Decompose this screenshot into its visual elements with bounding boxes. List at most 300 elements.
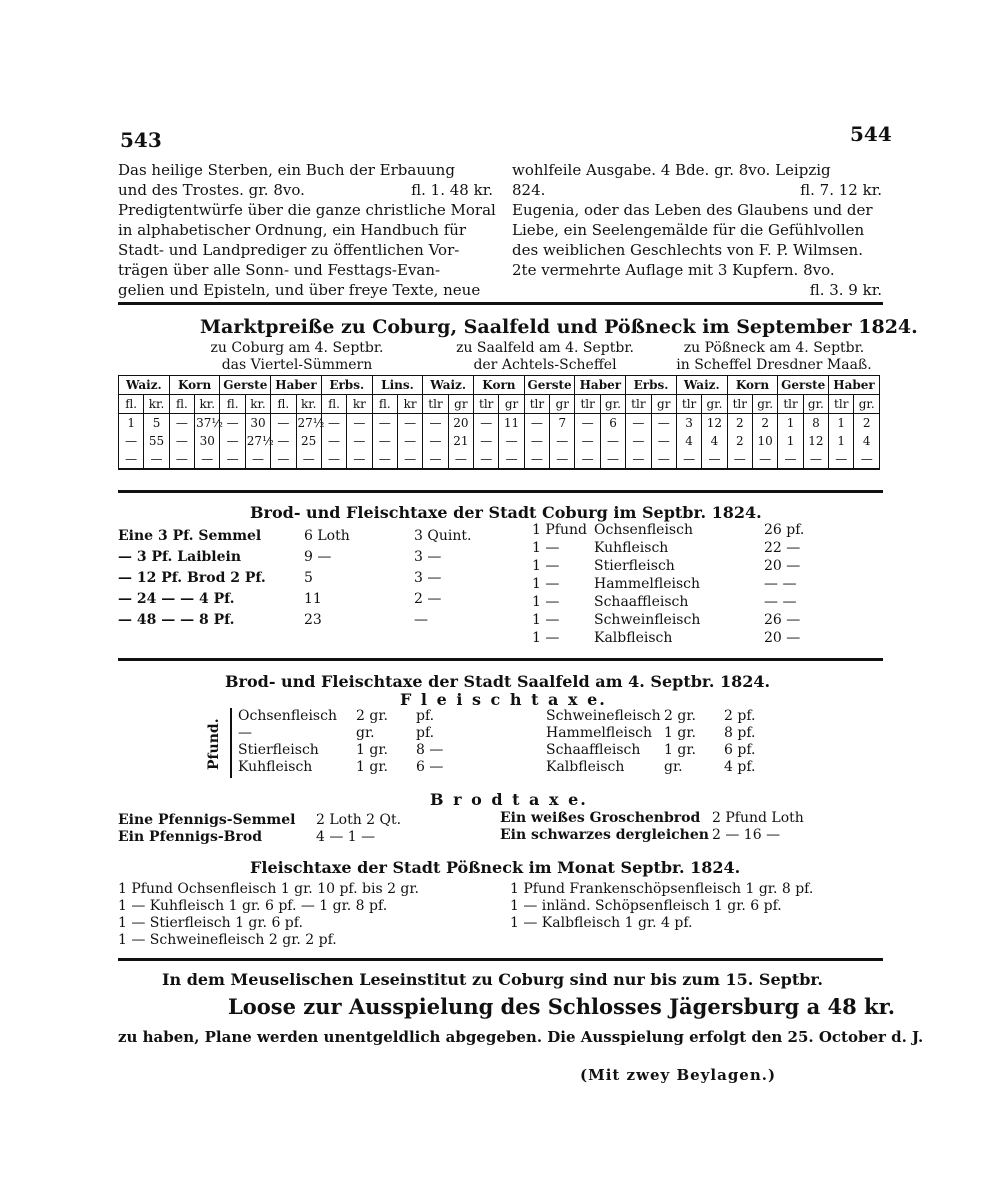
grain-header: Waiz. (676, 376, 727, 395)
price-cell: — (347, 432, 372, 450)
price-cell: — (575, 450, 600, 469)
grain-header: Haber (829, 376, 880, 395)
market-group-poessneck (668, 340, 880, 374)
bread-weight: 23 (304, 612, 322, 628)
meat-qty: 1 — (532, 540, 560, 556)
price-cell: — (524, 414, 549, 433)
price-cell: 30 (195, 432, 220, 450)
price-cell: — (195, 450, 220, 469)
price-cell: — (474, 450, 499, 469)
coburg-meat-row (532, 522, 832, 540)
meat-pf: 8 pf. (724, 725, 756, 741)
price-cell: — (676, 450, 701, 469)
price-cell: 27½ (296, 414, 321, 433)
coburg-meat-row (532, 630, 832, 648)
book-price: fl. 1. 48 kr. (411, 181, 493, 199)
market-title: Marktpreiße zu Coburg, Saalfeld und Pößneck im September 1824. (200, 316, 918, 338)
price-cell: 1 (778, 414, 803, 433)
book-text: 824. (512, 181, 546, 199)
price-cell: 21 (448, 432, 473, 450)
poessneck-right-line: 1 Pfund Frankenschöpsenfleisch 1 gr. 8 pf. (510, 881, 814, 897)
unit-cell: gr (651, 395, 676, 414)
meat-gr: 1 gr. (356, 742, 388, 758)
price-cell: 2 (727, 432, 752, 450)
unit-cell: fl. (372, 395, 397, 414)
notice-line-1: In dem Meuselischen Leseinstitut zu Coburg sind nur bis zum 15. Septbr. (162, 970, 823, 989)
book-line (118, 260, 493, 280)
price-cell: — (397, 450, 422, 469)
price-cell: — (321, 432, 346, 450)
coburg-meat-row (532, 594, 832, 612)
grain-header: Gerste (220, 376, 271, 395)
book-line (512, 260, 882, 280)
poessneck-right (510, 880, 880, 931)
bread-quint: 3 — (414, 570, 442, 586)
price-cell: — (626, 450, 651, 469)
unit-cell: kr. (195, 395, 220, 414)
book-line (118, 220, 493, 240)
price-cell: 25 (296, 432, 321, 450)
price-cell: — (169, 450, 194, 469)
meat-price: — — (764, 594, 797, 610)
meat-pf: pf. (416, 708, 435, 724)
price-cell: 55 (144, 432, 169, 450)
unit-cell: tlr (575, 395, 600, 414)
unit-cell: tlr (727, 395, 752, 414)
meat-pf: pf. (416, 725, 435, 741)
price-cell: — (220, 450, 245, 469)
saalfeld-title: Brod- und Fleischtaxe der Stadt Saalfeld am 4. Septbr. 1824. (225, 672, 771, 691)
price-cell: — (600, 450, 625, 469)
coburg-bread-row (118, 570, 478, 591)
price-cell: — (854, 450, 880, 469)
price-cell: 1 (829, 414, 854, 433)
market-group-line: zu Saalfeld am 4. Septbr. (456, 340, 634, 356)
meat-item: Hammelfleisch (594, 576, 701, 592)
price-cell: — (245, 450, 270, 469)
meat-pf: 8 — (416, 742, 444, 758)
meat-item: Schweinefleisch (546, 708, 661, 724)
book-text: Stadt- und Landprediger zu öffentlichen Vor- (118, 241, 460, 259)
unit-cell: kr. (245, 395, 270, 414)
price-cell: — (550, 432, 575, 450)
book-line (118, 240, 493, 260)
poessneck-left-line: 1 — Schweinefleisch 2 gr. 2 pf. (118, 932, 337, 948)
unit-cell: gr. (803, 395, 828, 414)
coburg-bread-row (118, 528, 478, 549)
price-cell: — (474, 432, 499, 450)
saalfeld-bread-row (500, 810, 840, 827)
saalfeld-meat-row (546, 708, 806, 725)
coburg-meat-row (532, 540, 832, 558)
market-group-saalfeld (440, 340, 650, 374)
bread-value: 2 Loth 2 Qt. (316, 812, 402, 828)
price-cell: — (651, 432, 676, 450)
price-cell: — (651, 414, 676, 433)
book-text: wohlfeile Ausgabe. 4 Bde. gr. 8vo. Leipzig (512, 161, 831, 179)
price-cell: 12 (803, 432, 828, 450)
bread-item: Ein schwarzes dergleichen (500, 827, 709, 843)
saalfeld-meat-left (238, 708, 498, 776)
price-cell: — (397, 432, 422, 450)
market-group-line: in Scheffel Dresdner Maaß. (676, 357, 872, 373)
meat-item: Kuhfleisch (238, 759, 313, 775)
book-text: Liebe, ein Seelengemälde für die Gefühlvollen (512, 221, 865, 239)
notice-line-2: Loose zur Ausspielung des Schlosses Jägersburg a 48 kr. (228, 994, 896, 1019)
price-cell: — (321, 414, 346, 433)
grain-header: Waiz. (423, 376, 474, 395)
meat-item: — (238, 725, 252, 741)
price-cell: — (271, 432, 296, 450)
meat-price: 22 — (764, 540, 801, 556)
unit-cell: tlr (524, 395, 549, 414)
price-cell: — (575, 414, 600, 433)
grain-header: Korn (727, 376, 778, 395)
unit-cell: tlr (474, 395, 499, 414)
bread-item: Ein Pfennigs-Brod (118, 829, 262, 845)
price-cell: — (347, 414, 372, 433)
price-cell: — (423, 414, 448, 433)
meat-item: Schweinfleisch (594, 612, 701, 628)
market-group-line: der Achtels-Scheffel (473, 357, 617, 373)
page-number-right: 544 (850, 122, 892, 146)
meat-gr: 1 gr. (664, 725, 696, 741)
saalfeld-bread-row (118, 812, 448, 829)
unit-row (119, 395, 880, 414)
unit-cell: fl. (271, 395, 296, 414)
saalfeld-meat-row (238, 708, 498, 725)
unit-cell: kr (347, 395, 372, 414)
book-text: in alphabetischer Ordnung, ein Handbuch für (118, 221, 467, 239)
notice-line-3: zu haben, Plane werden unentgeldlich abgegeben. Die Ausspielung erfolgt den 25. October d. J. (118, 1028, 924, 1046)
meat-gr: 1 gr. (664, 742, 696, 758)
meat-item: Kalbfleisch (546, 759, 625, 775)
meat-item: Stierfleisch (594, 558, 675, 574)
bread-value: 2 Pfund Loth (712, 810, 804, 826)
bread-quint: — (414, 612, 428, 628)
market-group-line: zu Pößneck am 4. Septbr. (683, 340, 865, 356)
saalfeld-bread-row (500, 827, 840, 844)
saalfeld-meat-row (238, 725, 498, 742)
saalfeld-meat-row (238, 759, 498, 776)
book-text: gelien und Episteln, und über freye Texte, neue (118, 281, 481, 299)
price-cell: — (651, 450, 676, 469)
meat-pf: 6 pf. (724, 742, 756, 758)
coburg-bread-list (118, 528, 478, 633)
book-line (118, 280, 493, 300)
price-cell: — (372, 450, 397, 469)
saalfeld-bread-row (118, 829, 448, 846)
price-cell: — (321, 450, 346, 469)
divider (118, 958, 883, 961)
price-cell: — (144, 450, 169, 469)
market-group-coburg (182, 340, 412, 374)
price-cell: — (626, 414, 651, 433)
meat-item: Schaaffleisch (546, 742, 641, 758)
saalfeld-bread-right (500, 810, 840, 844)
unit-cell: fl. (321, 395, 346, 414)
price-cell: — (423, 450, 448, 469)
meat-item: Ochsenfleisch (238, 708, 337, 724)
book-text: des weiblichen Geschlechts von F. P. Wilmsen. (512, 241, 863, 259)
saalfeld-bread-title: B r o d t a x e. (430, 790, 588, 809)
price-cell: — (752, 450, 777, 469)
price-row (119, 414, 880, 433)
book-list-left (118, 160, 496, 300)
price-cell: — (448, 450, 473, 469)
saalfeld-meat-row (238, 742, 498, 759)
book-line (512, 200, 882, 220)
coburg-meat-row (532, 612, 832, 630)
book-text: und des Trostes. gr. 8vo. (118, 181, 305, 199)
bread-item: Eine 3 Pf. Semmel (118, 528, 262, 544)
saalfeld-meat-row (546, 759, 806, 776)
unit-cell: gr. (752, 395, 777, 414)
price-cell: — (524, 432, 549, 450)
bread-item: — 24 — — 4 Pf. (118, 591, 235, 607)
price-cell: 37½ (195, 414, 220, 433)
price-cell: — (550, 450, 575, 469)
price-cell: 12 (702, 414, 727, 433)
price-cell: — (626, 432, 651, 450)
book-line (512, 220, 882, 240)
book-price: fl. 7. 12 kr. (800, 181, 882, 199)
meat-pf: 4 pf. (724, 759, 756, 775)
market-group-line: das Viertel-Sümmern (221, 357, 373, 373)
brace (230, 708, 232, 778)
poessneck-left (118, 880, 498, 948)
unit-cell: tlr (626, 395, 651, 414)
price-row (119, 432, 880, 450)
market-price-table (118, 375, 880, 470)
price-cell: — (829, 450, 854, 469)
book-line (512, 180, 882, 200)
price-cell: — (372, 414, 397, 433)
meat-price: 26 pf. (764, 522, 805, 538)
meat-qty: 1 — (532, 594, 560, 610)
meat-gr: 1 gr. (356, 759, 388, 775)
coburg-meat-list (532, 522, 832, 648)
poessneck-title: Fleischtaxe der Stadt Pößneck im Monat Septbr. 1824. (250, 858, 741, 877)
pfund-label: Pfund. (206, 718, 222, 770)
saalfeld-meat-row (546, 725, 806, 742)
price-cell: 1 (119, 414, 144, 433)
grain-header-row (119, 376, 880, 395)
book-text: trägen über alle Sonn- und Festtags-Evan- (118, 261, 441, 279)
price-cell: — (575, 432, 600, 450)
price-cell: 5 (144, 414, 169, 433)
unit-cell: tlr (778, 395, 803, 414)
meat-qty: 1 — (532, 630, 560, 646)
unit-cell: gr (550, 395, 575, 414)
grain-header: Waiz. (119, 376, 170, 395)
meat-item: Kalbfleisch (594, 630, 673, 646)
price-row (119, 450, 880, 469)
bread-quint: 2 — (414, 591, 442, 607)
bread-item: — 3 Pf. Laiblein (118, 549, 242, 565)
grain-header: Korn (474, 376, 525, 395)
price-cell: — (347, 450, 372, 469)
poessneck-right-line: 1 — inländ. Schöpsenfleisch 1 gr. 6 pf. (510, 898, 782, 914)
price-cell: 11 (499, 414, 524, 433)
coburg-title: Brod- und Fleischtaxe der Stadt Coburg im Septbr. 1824. (250, 503, 762, 522)
price-cell: — (499, 450, 524, 469)
bread-item: Eine Pfennigs-Semmel (118, 812, 296, 828)
coburg-meat-row (532, 558, 832, 576)
price-cell: — (702, 450, 727, 469)
meat-item: Kuhfleisch (594, 540, 669, 556)
price-cell: — (119, 450, 144, 469)
price-cell: — (220, 432, 245, 450)
unit-cell: gr. (854, 395, 880, 414)
coburg-meat-row (532, 576, 832, 594)
price-cell: — (119, 432, 144, 450)
price-cell: 20 (448, 414, 473, 433)
unit-cell: fl. (220, 395, 245, 414)
meat-gr: gr. (356, 725, 375, 741)
meat-price: — — (764, 576, 797, 592)
meat-price: 26 — (764, 612, 801, 628)
price-cell: 4 (702, 432, 727, 450)
bread-weight: 6 Loth (304, 528, 350, 544)
grain-header: Haber (575, 376, 626, 395)
price-cell: — (727, 450, 752, 469)
price-cell: 2 (854, 414, 880, 433)
book-text: 2te vermehrte Auflage mit 3 Kupfern. 8vo. (512, 261, 835, 279)
meat-qty: 1 — (532, 558, 560, 574)
unit-cell: gr (499, 395, 524, 414)
footer-note: (Mit zwey Beylagen.) (580, 1066, 777, 1084)
unit-cell: tlr (829, 395, 854, 414)
book-text: Das heilige Sterben, ein Buch der Erbauung (118, 161, 455, 179)
meat-item: Ochsenfleisch (594, 522, 693, 538)
meat-gr: 2 gr. (356, 708, 388, 724)
divider (118, 490, 883, 493)
unit-cell: kr (397, 395, 422, 414)
market-group-line: zu Coburg am 4. Septbr. (210, 340, 384, 356)
price-cell: — (372, 432, 397, 450)
meat-gr: 2 gr. (664, 708, 696, 724)
grain-header: Erbs. (321, 376, 372, 395)
saalfeld-meat-title: F l e i s c h t a x e. (400, 690, 607, 709)
meat-price: 20 — (764, 630, 801, 646)
price-cell: 1 (778, 432, 803, 450)
saalfeld-meat-right (546, 708, 806, 776)
price-cell: 2 (752, 414, 777, 433)
price-cell: 4 (676, 432, 701, 450)
coburg-bread-row (118, 549, 478, 570)
divider (118, 302, 883, 305)
saalfeld-bread-left (118, 812, 448, 846)
book-text: Predigtentwürfe über die ganze christliche Moral (118, 201, 496, 219)
unit-cell: fl. (169, 395, 194, 414)
price-cell: — (803, 450, 828, 469)
price-cell: — (778, 450, 803, 469)
meat-qty: 1 Pfund (532, 522, 587, 538)
price-cell: 1 (829, 432, 854, 450)
price-cell: 6 (600, 414, 625, 433)
meat-gr: gr. (664, 759, 683, 775)
price-cell: — (524, 450, 549, 469)
grain-header: Lins. (372, 376, 423, 395)
meat-pf: 6 — (416, 759, 444, 775)
unit-cell: gr (448, 395, 473, 414)
unit-cell: kr. (144, 395, 169, 414)
price-cell: — (169, 414, 194, 433)
page-number-left: 543 (120, 128, 162, 152)
meat-pf: 2 pf. (724, 708, 756, 724)
price-cell: 4 (854, 432, 880, 450)
price-cell: 10 (752, 432, 777, 450)
poessneck-left-line: 1 Pfund Ochsenfleisch 1 gr. 10 pf. bis 2 gr. (118, 881, 419, 897)
bread-quint: 3 Quint. (414, 528, 472, 544)
bread-item: — 12 Pf. Brod 2 Pf. (118, 570, 266, 586)
unit-cell: gr. (702, 395, 727, 414)
bread-value: 2 — 16 — (712, 827, 781, 843)
poessneck-right-line: 1 — Kalbfleisch 1 gr. 4 pf. (510, 915, 693, 931)
unit-cell: kr. (296, 395, 321, 414)
grain-header: Gerste (524, 376, 575, 395)
price-cell: 30 (245, 414, 270, 433)
unit-cell: fl. (119, 395, 144, 414)
grain-header: Erbs. (626, 376, 677, 395)
book-text: Eugenia, oder das Leben des Glaubens und der (512, 201, 873, 219)
meat-item: Hammelfleisch (546, 725, 653, 741)
price-cell: — (499, 432, 524, 450)
bread-weight: 11 (304, 591, 322, 607)
grain-header: Gerste (778, 376, 829, 395)
price-cell: — (600, 432, 625, 450)
price-cell: — (271, 450, 296, 469)
bread-item: — 48 — — 8 Pf. (118, 612, 235, 628)
price-cell: — (169, 432, 194, 450)
divider (118, 658, 883, 661)
coburg-bread-row (118, 591, 478, 612)
price-cell: — (220, 414, 245, 433)
bread-value: 4 — 1 — (316, 829, 376, 845)
meat-item: Stierfleisch (238, 742, 319, 758)
meat-price: 20 — (764, 558, 801, 574)
book-line (512, 160, 882, 180)
bread-weight: 9 — (304, 549, 332, 565)
book-line (118, 200, 496, 220)
bread-quint: 3 — (414, 549, 442, 565)
coburg-bread-row (118, 612, 478, 633)
book-line (118, 180, 493, 200)
price-cell: 8 (803, 414, 828, 433)
price-cell: 3 (676, 414, 701, 433)
unit-cell: tlr (676, 395, 701, 414)
bread-item: Ein weißes Groschenbrod (500, 810, 701, 826)
book-line (512, 280, 882, 300)
price-cell: — (296, 450, 321, 469)
poessneck-left-line: 1 — Kuhfleisch 1 gr. 6 pf. — 1 gr. 8 pf. (118, 898, 388, 914)
price-cell: 2 (727, 414, 752, 433)
book-list-right (512, 160, 882, 300)
unit-cell: gr. (600, 395, 625, 414)
price-cell: — (474, 414, 499, 433)
price-cell: 7 (550, 414, 575, 433)
unit-cell: tlr (423, 395, 448, 414)
price-cell: — (423, 432, 448, 450)
book-price: fl. 3. 9 kr. (809, 281, 882, 299)
bread-weight: 5 (304, 570, 313, 586)
book-line (118, 160, 493, 180)
saalfeld-meat-row (546, 742, 806, 759)
price-cell: 27½ (246, 434, 274, 448)
book-line (512, 240, 882, 260)
meat-qty: 1 — (532, 612, 560, 628)
